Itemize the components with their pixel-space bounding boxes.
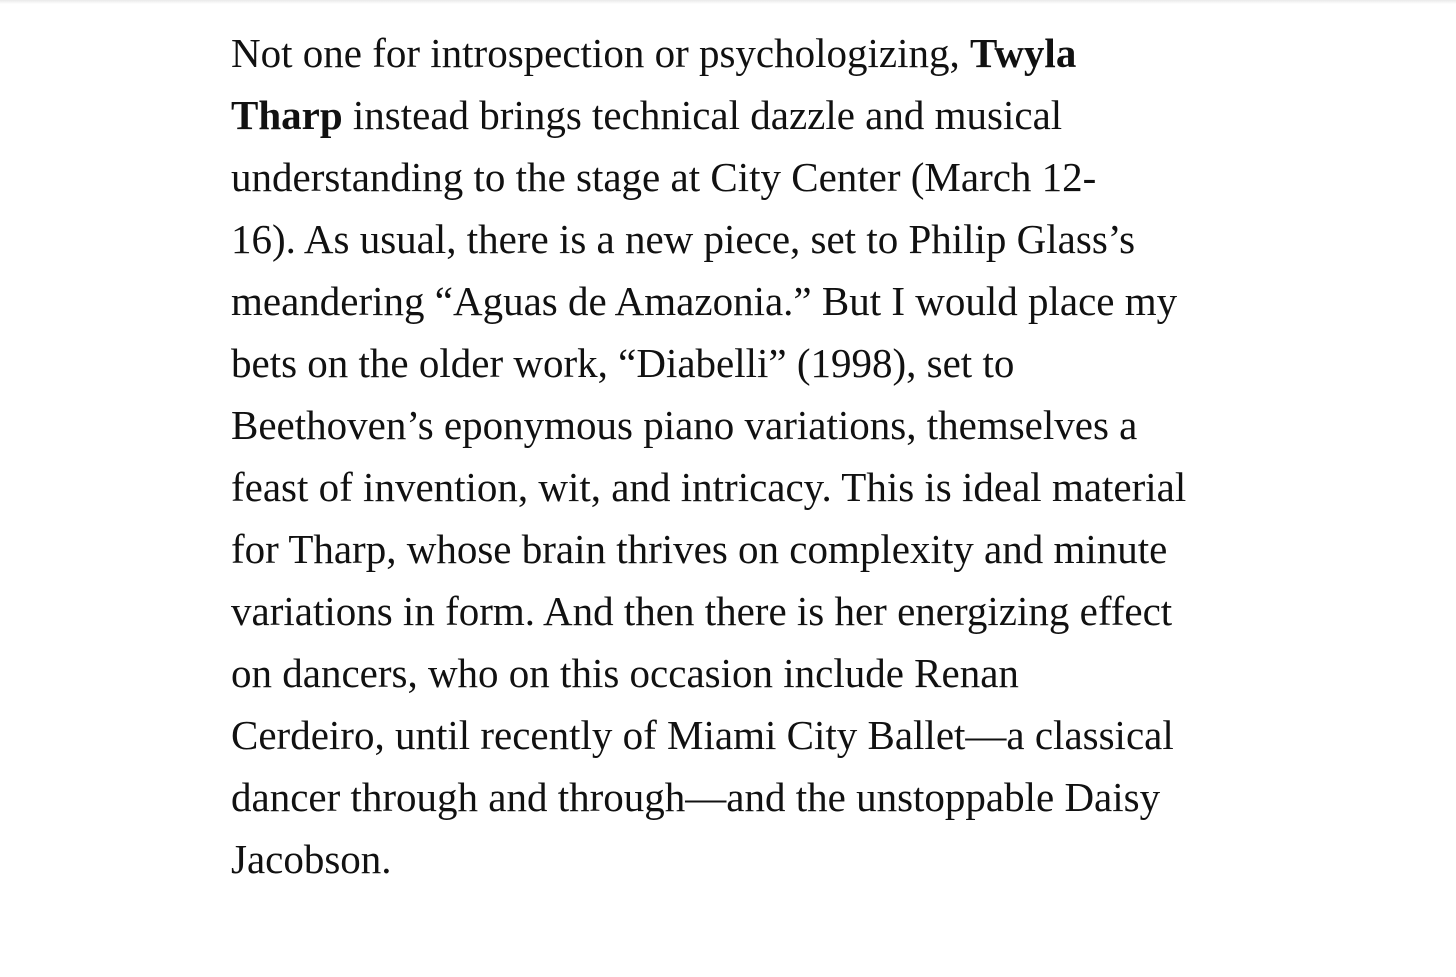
text-run: variations in form. And then there is her energizing effect	[231, 588, 1173, 634]
text-line	[231, 456, 1191, 518]
text-run: bets on the older work, “Diabelli” (1998), set to	[231, 340, 1015, 386]
article-body	[231, 22, 1191, 890]
text-run: 16). As usual, there is a new piece, set to Philip Glass’s	[231, 216, 1136, 262]
text-line	[231, 642, 1191, 704]
text-run: on dancers, who on this occasion include Renan	[231, 650, 1019, 696]
artist-name-bold: Twyla	[970, 30, 1077, 76]
text-line	[231, 766, 1191, 828]
artist-name-bold: Tharp	[231, 92, 343, 138]
text-line	[231, 828, 1191, 890]
text-line	[231, 518, 1191, 580]
text-run: instead brings technical dazzle and musical	[342, 92, 1063, 138]
text-run: Beethoven’s eponymous piano variations, themselves a	[231, 402, 1138, 448]
top-divider	[0, 0, 1456, 4]
text-line	[231, 84, 1191, 146]
text-run: meandering “Aguas de Amazonia.” But I would place my	[231, 278, 1178, 324]
text-line	[231, 208, 1191, 270]
text-line	[231, 270, 1191, 332]
text-run: for Tharp, whose brain thrives on complexity and minute	[231, 526, 1168, 572]
text-run: Not one for introspection or psychologizing,	[231, 30, 971, 76]
text-line	[231, 394, 1191, 456]
text-run: understanding to the stage at City Center (March 12-	[231, 154, 1097, 200]
text-line	[231, 146, 1191, 208]
text-line	[231, 332, 1191, 394]
text-run: Jacobson.	[231, 836, 392, 882]
text-line	[231, 22, 1191, 84]
text-run: Cerdeiro, until recently of Miami City Ballet—a classical	[231, 712, 1174, 758]
text-line	[231, 580, 1191, 642]
text-run: dancer through and through—and the unstoppable Daisy	[231, 774, 1161, 820]
text-line	[231, 704, 1191, 766]
body-paragraph	[231, 22, 1191, 890]
text-run: feast of invention, wit, and intricacy. This is ideal material	[231, 464, 1187, 510]
